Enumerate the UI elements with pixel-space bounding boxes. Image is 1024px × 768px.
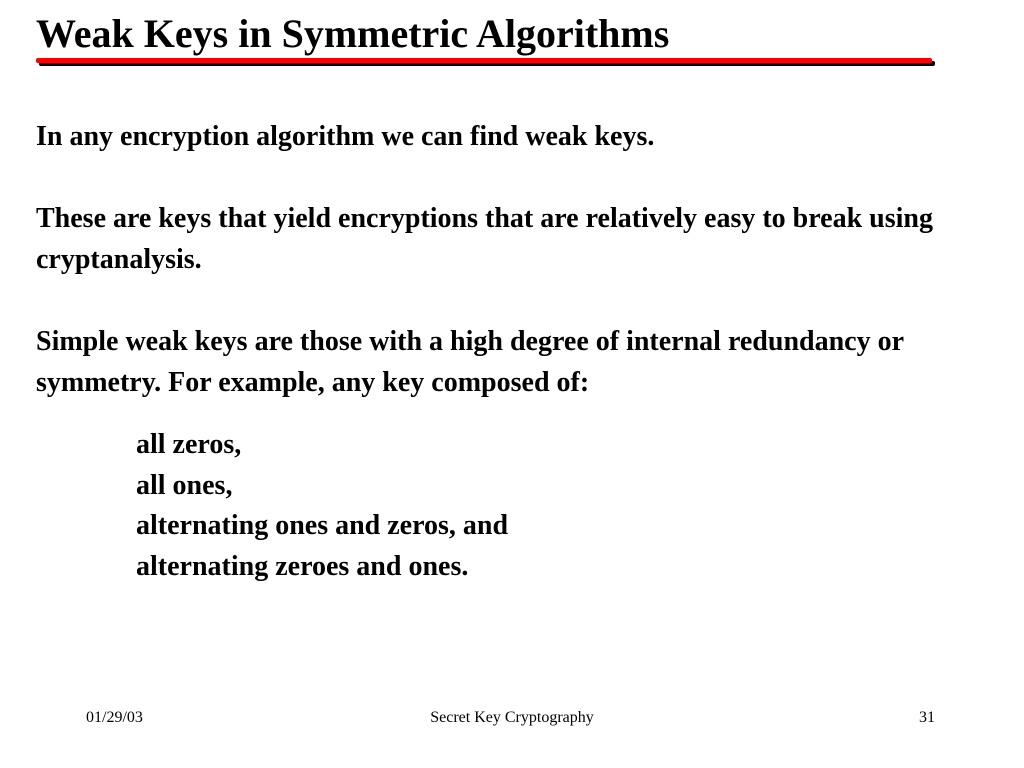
paragraph-simple-weak-keys: Simple weak keys are those with a high degree of internal redundancy or symmetry. For example, any key composed of: (36, 326, 904, 398)
paragraph-weak-keys-definition: These are keys that yield encryptions that are relatively easy to break using cryptanalysis. (36, 203, 933, 275)
weak-key-examples-list (136, 425, 508, 587)
footer-page-number: 31 (919, 709, 935, 726)
list-item-all-zeros: all zeros, (136, 429, 242, 460)
slide-title: Weak Keys in Symmetric Algorithms (36, 11, 670, 56)
paragraph-weak-keys-intro: In any encryption algorithm we can find weak keys. (36, 121, 655, 152)
list-item-all-ones: all ones, (136, 469, 233, 501)
title-underline (36, 58, 932, 68)
list-item-alternating-ones-zeros: alternating ones and zeros, and (136, 510, 509, 541)
list-item-alternating-zeroes-ones: alternating zeroes and ones. (136, 550, 469, 582)
footer-date: 01/29/03 (86, 709, 143, 726)
title-underline-bar (36, 58, 932, 63)
footer-presentation-title: Secret Key Cryptography (430, 709, 594, 726)
